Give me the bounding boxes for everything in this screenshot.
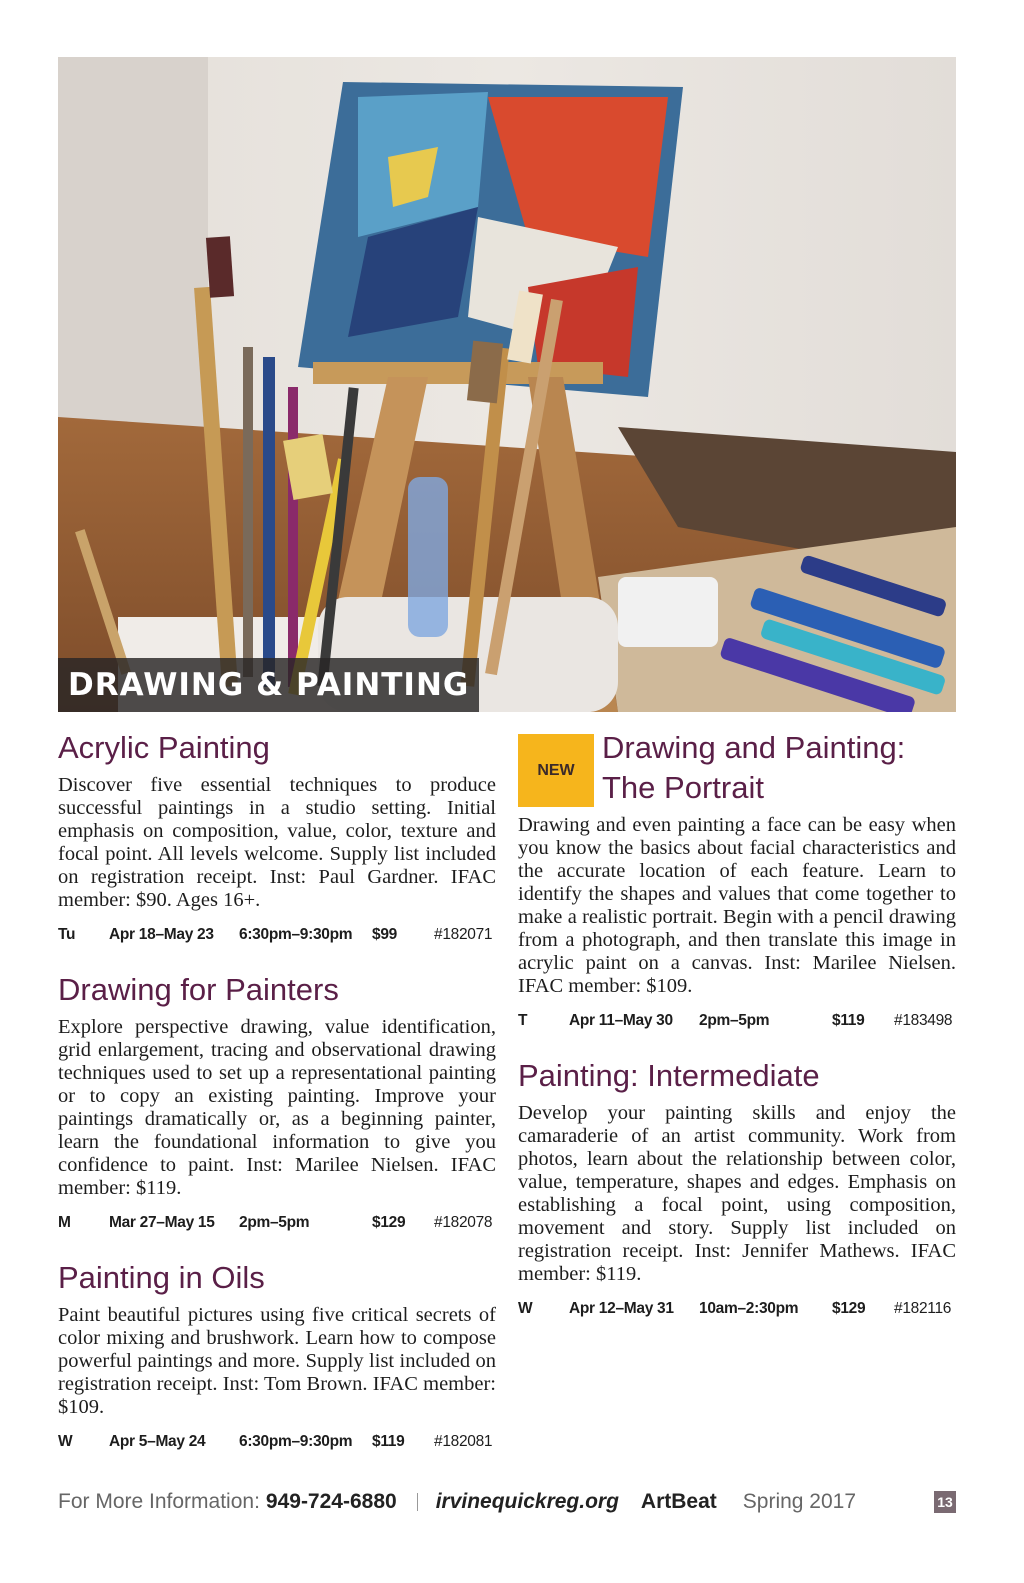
brushes-easel-illustration	[58, 57, 956, 712]
phone-number: 949-724-6880	[265, 1490, 397, 1513]
course-title	[602, 728, 905, 808]
course-price: $119	[372, 1433, 405, 1450]
season-label: Spring 2017	[742, 1490, 857, 1513]
course-dates: Apr 5–May 24	[109, 1433, 206, 1450]
course-title: Drawing for Painters	[58, 972, 339, 1007]
course-time: 2pm–5pm	[239, 1214, 310, 1231]
info-label: For More Information:	[58, 1490, 260, 1513]
course-time: 2pm–5pm	[699, 1012, 770, 1029]
page-footer	[58, 1486, 956, 1518]
left-column	[58, 728, 496, 1477]
course-dates: Apr 11–May 30	[569, 1012, 673, 1029]
course-title: Acrylic Painting	[58, 730, 270, 765]
course-day: M	[58, 1214, 71, 1231]
course-price: $129	[832, 1300, 866, 1317]
course-schedule	[518, 1300, 956, 1318]
course-code: #182071	[434, 926, 493, 943]
course-day: T	[518, 1012, 528, 1029]
course-title-line2: The Portrait	[602, 770, 764, 805]
page-number: 13	[934, 1491, 956, 1513]
course-price: $129	[372, 1214, 406, 1231]
course-schedule	[518, 1012, 956, 1030]
course-dates: Apr 12–May 31	[569, 1300, 674, 1317]
publication-name: ArtBeat	[640, 1490, 717, 1513]
course-dates: Apr 18–May 23	[109, 926, 214, 943]
course-schedule	[58, 926, 496, 944]
course-time: 6:30pm–9:30pm	[239, 926, 353, 943]
footer-divider	[417, 1493, 418, 1511]
course-schedule	[58, 1433, 496, 1451]
section-banner	[58, 658, 479, 712]
right-column	[518, 728, 956, 1344]
course-portrait	[518, 728, 956, 1030]
course-description: Explore perspective drawing, value identification, grid enlargement, tracing and observational drawing techniques used to set up a representational painting or to copy an existing painting. Improve your paintings dramatically or, as a beginning painter, learn the foundational information to give you confidence to paint. Inst: Marilee Nielsen. IFAC member: $119.	[58, 1016, 496, 1199]
course-title-line1: Drawing and Painting:	[602, 730, 906, 765]
course-dates: Mar 27–May 15	[109, 1214, 215, 1231]
course-schedule	[58, 1214, 496, 1232]
course-drawing-for-painters	[58, 970, 496, 1232]
course-description: Drawing and even painting a face can be easy when you know the basics about facial characteristics and the accurate location of each feature. Learn to identify the shapes and values that come together to make a realistic portrait. Begin with a pencil drawing from a photograph, and then translate this image in acrylic paint on a canvas. Inst: Marilee Nielsen. IFAC member: $109.	[518, 814, 956, 997]
course-painting-in-oils	[58, 1258, 496, 1451]
course-day: Tu	[58, 926, 76, 943]
course-code: #183498	[894, 1012, 953, 1029]
course-title: Painting in Oils	[58, 1260, 265, 1295]
course-time: 6:30pm–9:30pm	[239, 1433, 353, 1450]
course-acrylic-painting	[58, 728, 496, 944]
section-title: DRAWING & PAINTING	[68, 667, 470, 703]
course-day: W	[518, 1300, 533, 1317]
website-link[interactable]: irvinequickreg.org	[435, 1490, 619, 1513]
course-price: $99	[372, 926, 397, 943]
course-time: 10am–2:30pm	[699, 1300, 799, 1317]
course-title: Painting: Intermediate	[518, 1058, 820, 1093]
course-description: Develop your painting skills and enjoy the camaraderie of an artist community. Work from photos, learn about the relationship between color, value, temperature, shapes and edges. Emphasis on establishing a focal point, using composition, movement and story. Supply list included on registration receipt. Inst: Jennifer Mathews. IFAC member: $119.	[518, 1102, 956, 1285]
course-price: $119	[832, 1012, 865, 1029]
course-description: Paint beautiful pictures using five critical secrets of color mixing and brushwork. Learn how to compose powerful paintings and more. Supply list included on registration receipt. Inst: Tom Brown. IFAC member: $109.	[58, 1304, 496, 1418]
course-heading	[518, 728, 956, 808]
course-code: #182081	[434, 1433, 493, 1450]
new-badge: NEW	[518, 734, 594, 807]
course-painting-intermediate	[518, 1056, 956, 1318]
course-code: #182116	[894, 1300, 952, 1317]
course-description: Discover five essential techniques to produce successful paintings in a studio setting. Initial emphasis on composition, value, color, texture and focal point. All levels welcome. Supply list included on registration receipt. Inst: Paul Gardner. IFAC member: $90. Ages 16+.	[58, 774, 496, 911]
course-day: W	[58, 1433, 73, 1450]
course-code: #182078	[434, 1214, 493, 1231]
hero-photo	[58, 57, 956, 712]
